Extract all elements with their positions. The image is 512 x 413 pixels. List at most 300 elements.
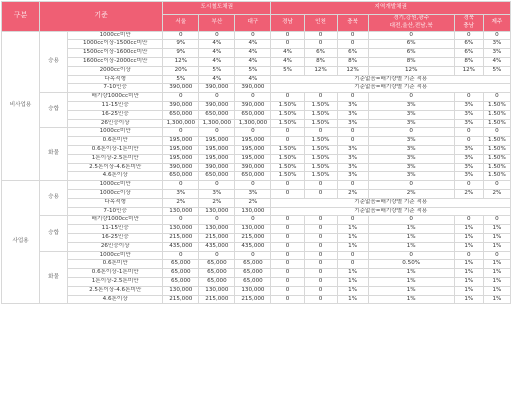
rate-cell: 390,000 xyxy=(199,84,235,93)
rate-cell: 3% xyxy=(337,145,368,154)
rate-cell: 12% xyxy=(337,66,368,75)
table-row xyxy=(2,251,511,260)
rate-cell: 5% xyxy=(483,66,510,75)
rate-cell: 1.50% xyxy=(304,145,337,154)
rate-cell: 195,000 xyxy=(199,145,235,154)
bond-purchase-rate-table xyxy=(1,1,511,304)
rate-cell: 435,000 xyxy=(235,242,271,251)
criterion-label: 1톤이상-2.5톤미만 xyxy=(68,277,163,286)
rate-cell: 0 xyxy=(304,181,337,190)
note-cell: 기준없음=배기량별 기준 적용 xyxy=(271,84,511,93)
rate-cell: 4% xyxy=(235,75,271,84)
rate-cell: 0 xyxy=(271,242,304,251)
rate-cell: 1% xyxy=(454,260,483,269)
rate-cell: 1.50% xyxy=(271,172,304,181)
rate-cell: 195,000 xyxy=(163,137,199,146)
table-row xyxy=(2,233,511,242)
region-header: 인천 xyxy=(304,15,337,32)
region-header: 서울 xyxy=(163,15,199,32)
region-header: 대구 xyxy=(235,15,271,32)
rate-cell: 0 xyxy=(304,233,337,242)
rate-cell: 0 xyxy=(304,93,337,102)
section-label: 비사업용 xyxy=(2,31,40,181)
rate-cell: 130,000 xyxy=(199,225,235,234)
rate-cell: 0 xyxy=(235,216,271,225)
rate-cell: 1% xyxy=(368,277,454,286)
rate-cell: 3% xyxy=(368,163,454,172)
rate-cell: 0 xyxy=(483,251,510,260)
rate-cell: 0 xyxy=(337,93,368,102)
rate-cell: 20% xyxy=(163,66,199,75)
vehicle-group-label: 승합 xyxy=(40,216,68,251)
rate-cell: 1,300,000 xyxy=(163,119,199,128)
rate-cell: 5% xyxy=(163,75,199,84)
rate-cell: 3% xyxy=(368,154,454,163)
rate-cell: 4% xyxy=(199,75,235,84)
note-cell: 기준없음=배기량별 기준 적용 xyxy=(271,207,511,216)
criterion-label: 배기량1000cc미만 xyxy=(68,93,163,102)
note-cell: 기준없음=배기량별 기준 적용 xyxy=(271,75,511,84)
region-header: 경기,강원,광주 대전,울산,전남,북 xyxy=(368,15,454,32)
rate-cell: 1% xyxy=(454,277,483,286)
rate-cell: 1.50% xyxy=(304,163,337,172)
rate-cell: 1.50% xyxy=(271,154,304,163)
rate-cell: 1% xyxy=(337,295,368,304)
rate-cell: 215,000 xyxy=(235,233,271,242)
gubun-header: 구분 xyxy=(2,2,40,32)
rate-cell: 3% xyxy=(483,40,510,49)
rate-cell: 3% xyxy=(368,110,454,119)
table-row xyxy=(2,189,511,198)
rate-cell: 130,000 xyxy=(163,286,199,295)
rate-cell: 5% xyxy=(235,66,271,75)
rate-cell: 2% xyxy=(199,198,235,207)
rate-cell: 1% xyxy=(483,225,510,234)
rate-cell: 130,000 xyxy=(199,286,235,295)
table-row xyxy=(2,84,511,93)
rate-cell: 0 xyxy=(304,31,337,40)
table-row xyxy=(2,49,511,58)
rate-cell: 0 xyxy=(304,40,337,49)
region-header: 부산 xyxy=(199,15,235,32)
rate-cell: 1% xyxy=(337,225,368,234)
rate-cell: 0 xyxy=(271,251,304,260)
rate-cell: 0 xyxy=(235,181,271,190)
rate-cell: 3% xyxy=(337,101,368,110)
rate-cell: 650,000 xyxy=(235,110,271,119)
rate-cell: 195,000 xyxy=(235,145,271,154)
rate-cell: 0 xyxy=(483,31,510,40)
rate-cell: 65,000 xyxy=(235,269,271,278)
criterion-label: 11-15인승 xyxy=(68,225,163,234)
criterion-label: 다목적형 xyxy=(68,75,163,84)
rate-cell: 650,000 xyxy=(199,110,235,119)
rate-cell: 0 xyxy=(483,128,510,137)
rate-cell: 0 xyxy=(271,269,304,278)
rate-cell: 0 xyxy=(337,181,368,190)
rate-cell: 1.50% xyxy=(271,101,304,110)
rate-cell: 65,000 xyxy=(163,260,199,269)
rate-cell: 1% xyxy=(337,269,368,278)
rate-cell: 1% xyxy=(368,286,454,295)
criterion-label: 2000cc이상 xyxy=(68,66,163,75)
rate-cell: 130,000 xyxy=(235,286,271,295)
rate-cell: 0 xyxy=(337,216,368,225)
rate-cell: 0 xyxy=(163,181,199,190)
rate-cell: 215,000 xyxy=(163,295,199,304)
rate-cell: 1.50% xyxy=(483,172,510,181)
table-row xyxy=(2,295,511,304)
rate-cell: 12% xyxy=(163,57,199,66)
criterion-label: 1톤이상-2.5톤미만 xyxy=(68,154,163,163)
table-row xyxy=(2,242,511,251)
rate-cell: 1.50% xyxy=(304,110,337,119)
rate-cell: 0 xyxy=(304,286,337,295)
rate-cell: 4% xyxy=(199,49,235,58)
note-cell: 기준없음=배기량별 기준 적용 xyxy=(271,198,511,207)
vehicle-group-label: 승용 xyxy=(40,31,68,93)
table-row xyxy=(2,286,511,295)
table-body xyxy=(2,31,511,304)
rate-cell: 0 xyxy=(271,216,304,225)
region-header: 경북 충남 xyxy=(454,15,483,32)
rate-cell: 195,000 xyxy=(199,154,235,163)
rate-cell: 3% xyxy=(337,119,368,128)
criterion-label: 0.6톤이상-1톤미만 xyxy=(68,269,163,278)
rate-cell: 0 xyxy=(483,93,510,102)
rate-cell: 0 xyxy=(337,40,368,49)
rate-cell: 0 xyxy=(483,181,510,190)
rate-cell: 215,000 xyxy=(163,233,199,242)
rate-cell: 0 xyxy=(235,93,271,102)
rate-cell: 3% xyxy=(163,189,199,198)
rate-cell: 1% xyxy=(454,225,483,234)
rate-cell: 1.50% xyxy=(304,119,337,128)
table-row xyxy=(2,110,511,119)
rate-cell: 215,000 xyxy=(235,295,271,304)
rate-cell: 4% xyxy=(271,49,304,58)
rate-cell: 1% xyxy=(454,233,483,242)
rate-cell: 1.50% xyxy=(483,101,510,110)
rate-cell: 2% xyxy=(337,189,368,198)
rate-cell: 3% xyxy=(454,163,483,172)
rate-cell: 1,300,000 xyxy=(199,119,235,128)
rate-cell: 3% xyxy=(454,110,483,119)
vehicle-group-label: 승합 xyxy=(40,93,68,128)
criterion-label: 다목적형 xyxy=(68,198,163,207)
rate-cell: 1% xyxy=(368,295,454,304)
rate-cell: 1.50% xyxy=(483,110,510,119)
rate-cell: 1% xyxy=(368,269,454,278)
rate-cell: 195,000 xyxy=(235,137,271,146)
rate-cell: 1% xyxy=(483,277,510,286)
rate-cell: 1.50% xyxy=(271,119,304,128)
rate-cell: 0 xyxy=(163,216,199,225)
rate-cell: 0 xyxy=(199,251,235,260)
criterion-label: 4.6톤이상 xyxy=(68,172,163,181)
table-row xyxy=(2,145,511,154)
rate-cell: 1.50% xyxy=(483,163,510,172)
rate-cell: 650,000 xyxy=(163,172,199,181)
rate-cell: 1.50% xyxy=(483,119,510,128)
rate-cell: 4% xyxy=(235,40,271,49)
rate-cell: 65,000 xyxy=(235,260,271,269)
table-row xyxy=(2,225,511,234)
criterion-label: 2.5톤이상-4.6톤미만 xyxy=(68,163,163,172)
table-row xyxy=(2,172,511,181)
rate-cell: 6% xyxy=(454,40,483,49)
rate-cell: 435,000 xyxy=(163,242,199,251)
rate-cell: 0 xyxy=(235,128,271,137)
rate-cell: 0 xyxy=(304,269,337,278)
rate-cell: 0 xyxy=(304,128,337,137)
rate-cell: 390,000 xyxy=(163,101,199,110)
criterion-label: 1000cc미만 xyxy=(68,251,163,260)
rate-cell: 0 xyxy=(304,295,337,304)
vehicle-group-label: 화물 xyxy=(40,251,68,304)
rate-cell: 0 xyxy=(337,251,368,260)
table-row xyxy=(2,154,511,163)
rate-cell: 0 xyxy=(304,260,337,269)
rate-cell: 0 xyxy=(483,216,510,225)
rate-cell: 0 xyxy=(163,251,199,260)
rate-cell: 130,000 xyxy=(235,225,271,234)
criterion-label: 16-25인승 xyxy=(68,233,163,242)
table-row xyxy=(2,269,511,278)
rate-cell: 195,000 xyxy=(235,154,271,163)
rate-cell: 0 xyxy=(454,181,483,190)
rate-cell: 0 xyxy=(271,93,304,102)
table-row xyxy=(2,137,511,146)
rate-cell: 65,000 xyxy=(199,260,235,269)
rate-cell: 0 xyxy=(199,216,235,225)
table-row xyxy=(2,93,511,102)
rate-cell: 3% xyxy=(199,189,235,198)
rate-cell: 0 xyxy=(304,216,337,225)
rate-cell: 0 xyxy=(271,137,304,146)
rate-cell: 0 xyxy=(199,181,235,190)
rate-cell: 0 xyxy=(368,128,454,137)
criterion-label: 1500cc이상-1600cc미만 xyxy=(68,49,163,58)
rate-cell: 130,000 xyxy=(163,207,199,216)
rate-cell: 1% xyxy=(337,277,368,286)
rate-cell: 650,000 xyxy=(163,110,199,119)
rate-cell: 0 xyxy=(454,31,483,40)
rate-cell: 6% xyxy=(368,49,454,58)
table-row xyxy=(2,40,511,49)
rate-cell: 0 xyxy=(368,181,454,190)
rate-cell: 1.50% xyxy=(304,137,337,146)
table-row xyxy=(2,198,511,207)
rate-cell: 0 xyxy=(368,93,454,102)
rate-cell: 1.50% xyxy=(483,137,510,146)
rate-cell: 0 xyxy=(235,251,271,260)
rate-cell: 2% xyxy=(454,189,483,198)
rate-cell: 130,000 xyxy=(199,207,235,216)
rate-cell: 1.50% xyxy=(271,163,304,172)
rate-cell: 0 xyxy=(454,93,483,102)
rate-cell: 0 xyxy=(454,251,483,260)
rate-cell: 4% xyxy=(235,49,271,58)
rate-cell: 3% xyxy=(337,163,368,172)
vehicle-group-label: 화물 xyxy=(40,128,68,181)
rate-cell: 1,300,000 xyxy=(235,119,271,128)
criterion-label: 1000cc미만 xyxy=(68,128,163,137)
rate-cell: 0 xyxy=(271,225,304,234)
rate-cell: 5% xyxy=(199,66,235,75)
rate-cell: 3% xyxy=(483,49,510,58)
rate-cell: 0 xyxy=(163,93,199,102)
rate-cell: 1% xyxy=(483,242,510,251)
rate-cell: 3% xyxy=(368,119,454,128)
rate-cell: 2% xyxy=(483,189,510,198)
section-label: 사업용 xyxy=(2,181,40,304)
rate-cell: 0 xyxy=(199,128,235,137)
criterion-label: 26인승이상 xyxy=(68,242,163,251)
rate-cell: 0 xyxy=(304,225,337,234)
rate-cell: 1% xyxy=(483,286,510,295)
rate-cell: 130,000 xyxy=(235,207,271,216)
rate-cell: 3% xyxy=(368,101,454,110)
rate-cell: 1% xyxy=(483,269,510,278)
rate-cell: 0 xyxy=(454,216,483,225)
rate-cell: 6% xyxy=(368,40,454,49)
rate-cell: 0 xyxy=(368,251,454,260)
rate-cell: 1% xyxy=(368,233,454,242)
rate-cell: 1.50% xyxy=(304,172,337,181)
rate-cell: 3% xyxy=(368,172,454,181)
rate-cell: 0 xyxy=(163,128,199,137)
rate-cell: 215,000 xyxy=(199,233,235,242)
criterion-label: 1600cc이상-2000cc미만 xyxy=(68,57,163,66)
rate-cell: 390,000 xyxy=(199,163,235,172)
rate-cell: 0 xyxy=(368,31,454,40)
rate-cell: 0 xyxy=(337,31,368,40)
rate-cell: 12% xyxy=(304,66,337,75)
rate-cell: 0 xyxy=(271,277,304,286)
rate-cell: 4% xyxy=(199,40,235,49)
rate-cell: 1.50% xyxy=(271,110,304,119)
region-header: 경남 xyxy=(271,15,304,32)
rate-cell: 6% xyxy=(454,49,483,58)
rate-cell: 0 xyxy=(271,286,304,295)
rate-cell: 0 xyxy=(199,93,235,102)
rate-cell: 5% xyxy=(271,66,304,75)
rate-cell: 3% xyxy=(337,154,368,163)
rate-cell: 0 xyxy=(271,295,304,304)
criterion-label: 0.6톤이상-1톤미만 xyxy=(68,145,163,154)
rate-cell: 2% xyxy=(235,198,271,207)
criterion-label: 배기량1000cc미만 xyxy=(68,216,163,225)
rate-cell: 0 xyxy=(271,260,304,269)
rate-cell: 0 xyxy=(271,40,304,49)
criterion-label: 26인승이상 xyxy=(68,119,163,128)
rate-cell: 9% xyxy=(163,49,199,58)
rate-cell: 3% xyxy=(454,119,483,128)
vehicle-group-label: 승용 xyxy=(40,181,68,216)
rate-cell: 215,000 xyxy=(199,295,235,304)
criterion-label: 11-15인승 xyxy=(68,101,163,110)
rate-cell: 1% xyxy=(454,295,483,304)
rate-cell: 0 xyxy=(337,260,368,269)
rate-cell: 8% xyxy=(304,57,337,66)
rate-cell: 0 xyxy=(271,233,304,242)
criterion-label: 1000cc미만 xyxy=(68,31,163,40)
rate-cell: 0 xyxy=(163,31,199,40)
criterion-label: 16-25인승 xyxy=(68,110,163,119)
rate-cell: 390,000 xyxy=(235,163,271,172)
rate-cell: 4% xyxy=(483,57,510,66)
table-row xyxy=(2,75,511,84)
table-row xyxy=(2,207,511,216)
criterion-label: 1000cc미만 xyxy=(68,181,163,190)
rate-cell: 1% xyxy=(454,242,483,251)
rate-cell: 2% xyxy=(163,198,199,207)
criterion-label: 0.6톤미만 xyxy=(68,137,163,146)
criterion-header: 기준 xyxy=(40,2,163,32)
criterion-label: 7-10인승 xyxy=(68,207,163,216)
table-row xyxy=(2,119,511,128)
metro-bond-header: 도시철도채권 xyxy=(163,2,271,15)
rate-cell: 0 xyxy=(368,216,454,225)
rate-cell: 1% xyxy=(483,295,510,304)
table-row xyxy=(2,57,511,66)
rate-cell: 65,000 xyxy=(163,277,199,286)
rate-cell: 4% xyxy=(235,57,271,66)
rate-cell: 1% xyxy=(454,269,483,278)
rate-cell: 8% xyxy=(337,57,368,66)
rate-cell: 435,000 xyxy=(199,242,235,251)
rate-cell: 1% xyxy=(337,233,368,242)
rate-cell: 390,000 xyxy=(163,163,199,172)
rate-cell: 3% xyxy=(368,137,454,146)
rate-cell: 1.50% xyxy=(304,101,337,110)
table-row xyxy=(2,277,511,286)
rate-cell: 0 xyxy=(454,128,483,137)
rate-cell: 12% xyxy=(368,66,454,75)
rate-cell: 65,000 xyxy=(199,277,235,286)
rate-cell: 6% xyxy=(304,49,337,58)
rate-cell: 1% xyxy=(337,286,368,295)
table-row xyxy=(2,163,511,172)
rate-cell: 195,000 xyxy=(199,137,235,146)
rate-cell: 0 xyxy=(304,242,337,251)
table-row xyxy=(2,66,511,75)
rate-cell: 0 xyxy=(304,251,337,260)
rate-cell: 8% xyxy=(454,57,483,66)
rate-cell: 2% xyxy=(368,189,454,198)
rate-cell: 390,000 xyxy=(163,84,199,93)
rate-cell: 4% xyxy=(271,57,304,66)
rate-cell: 12% xyxy=(454,66,483,75)
rate-cell: 1% xyxy=(368,242,454,251)
criterion-label: 7-10인승 xyxy=(68,84,163,93)
rate-cell: 0 xyxy=(271,128,304,137)
rate-cell: 4% xyxy=(199,57,235,66)
rate-cell: 1% xyxy=(483,260,510,269)
table-row xyxy=(2,31,511,40)
rate-cell: 3% xyxy=(454,172,483,181)
rate-cell: 3% xyxy=(454,154,483,163)
rate-cell: 8% xyxy=(368,57,454,66)
rate-cell: 0 xyxy=(304,277,337,286)
rate-cell: 1.50% xyxy=(304,154,337,163)
rate-cell: 1% xyxy=(368,225,454,234)
rate-cell: 0 xyxy=(199,31,235,40)
rate-cell: 9% xyxy=(163,40,199,49)
criterion-label: 0.6톤미만 xyxy=(68,260,163,269)
rate-cell: 1% xyxy=(454,286,483,295)
